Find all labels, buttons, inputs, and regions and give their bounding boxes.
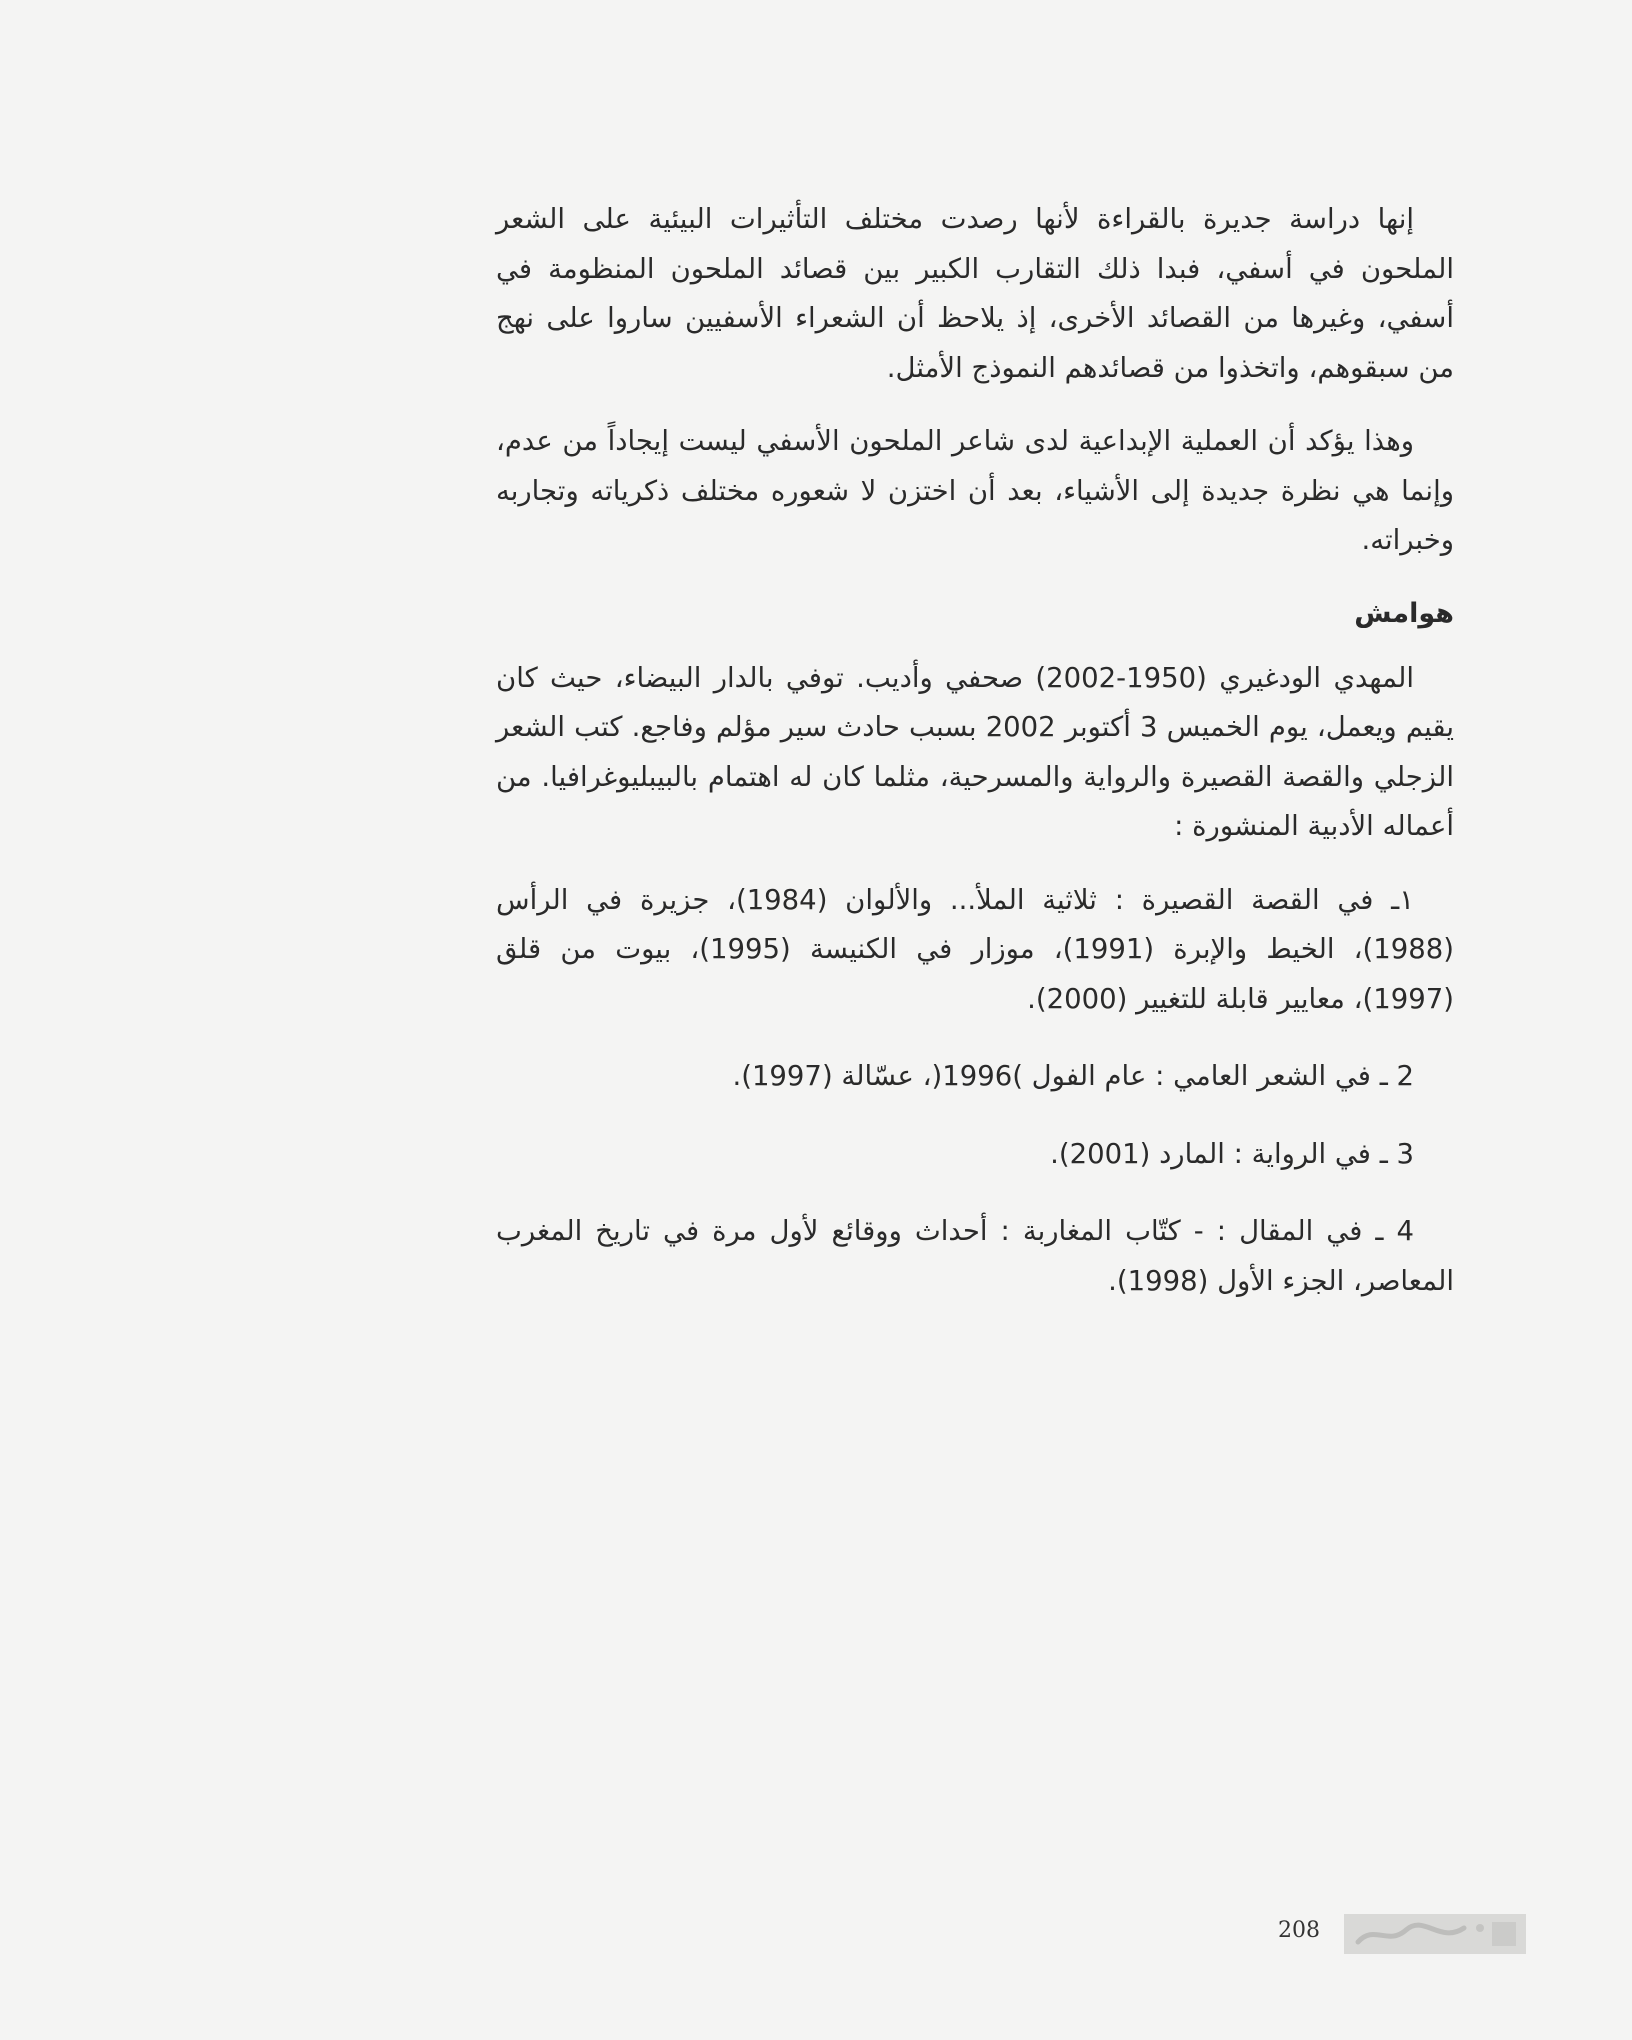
notes-list-item-3: 3 ـ في الرواية : المارد (2001). xyxy=(1050,1137,1414,1170)
notes-list-item-2: 2 ـ في الشعر العامي : عام الفول )1996(، عسّالة (1997). xyxy=(732,1060,1414,1092)
text-column xyxy=(496,195,1454,1334)
notes-list-item-1: ١ـ في القصة القصيرة : ثلاثية الملأ... والألوان (1984)، جزيرة في الرأس (1988)، الخيط والإبرة (1991)، موزار في الكنيسة (1995)، بيوت من قلق (1997)، معايير قابلة للتغيير (2000). xyxy=(496,883,1454,1015)
notes-intro: المهدي الودغيري (1950-2002) صحفي وأديب. توفي بالدار البيضاء، حيث كان يقيم ويعمل، يوم الخميس 3 أكتوبر 2002 بسبب حادث سير مؤلم وفاجع. كتب الشعر الزجلي والقصة القصيرة والرواية والمسرحية، مثلما كان له اهتمام بالبيبليوغرافيا. من أعماله الأدبية المنشورة : xyxy=(496,661,1454,842)
notes-heading: هوامش xyxy=(1354,597,1454,629)
page-footer xyxy=(1278,1914,1526,1956)
body-paragraph-1: إنها دراسة جديرة بالقراءة لأنها رصدت مختلف التأثيرات البيئية على الشعر الملحون في أسفي، فبدا ذلك التقارب الكبير بين قصائد الملحون المنظومة في أسفي، وغيرها من القصائد الأخرى، إذ يلاحظ أن الشعراء الأسفيين ساروا على نهج من سبقوهم، واتخذوا من قصائدهم النموذج الأمثل. xyxy=(496,203,1454,384)
notes-list-item-4: 4 ـ في المقال : - كتّاب المغاربة : أحداث ووقائع لأول مرة في تاريخ المغرب المعاصر، الجزء الأول (1998). xyxy=(496,1215,1454,1297)
page-number: 208 xyxy=(1278,1918,1320,1943)
body-paragraph-2: وهذا يؤكد أن العملية الإبداعية لدى شاعر الملحون الأسفي ليست إيجاداً من عدم، وإنما هي نظرة جديدة إلى الأشياء، بعد أن اختزن لا شعوره مختلف ذكرياته وتجاربه وخبراته. xyxy=(496,425,1454,556)
journal-logo-icon xyxy=(1344,1914,1526,1954)
